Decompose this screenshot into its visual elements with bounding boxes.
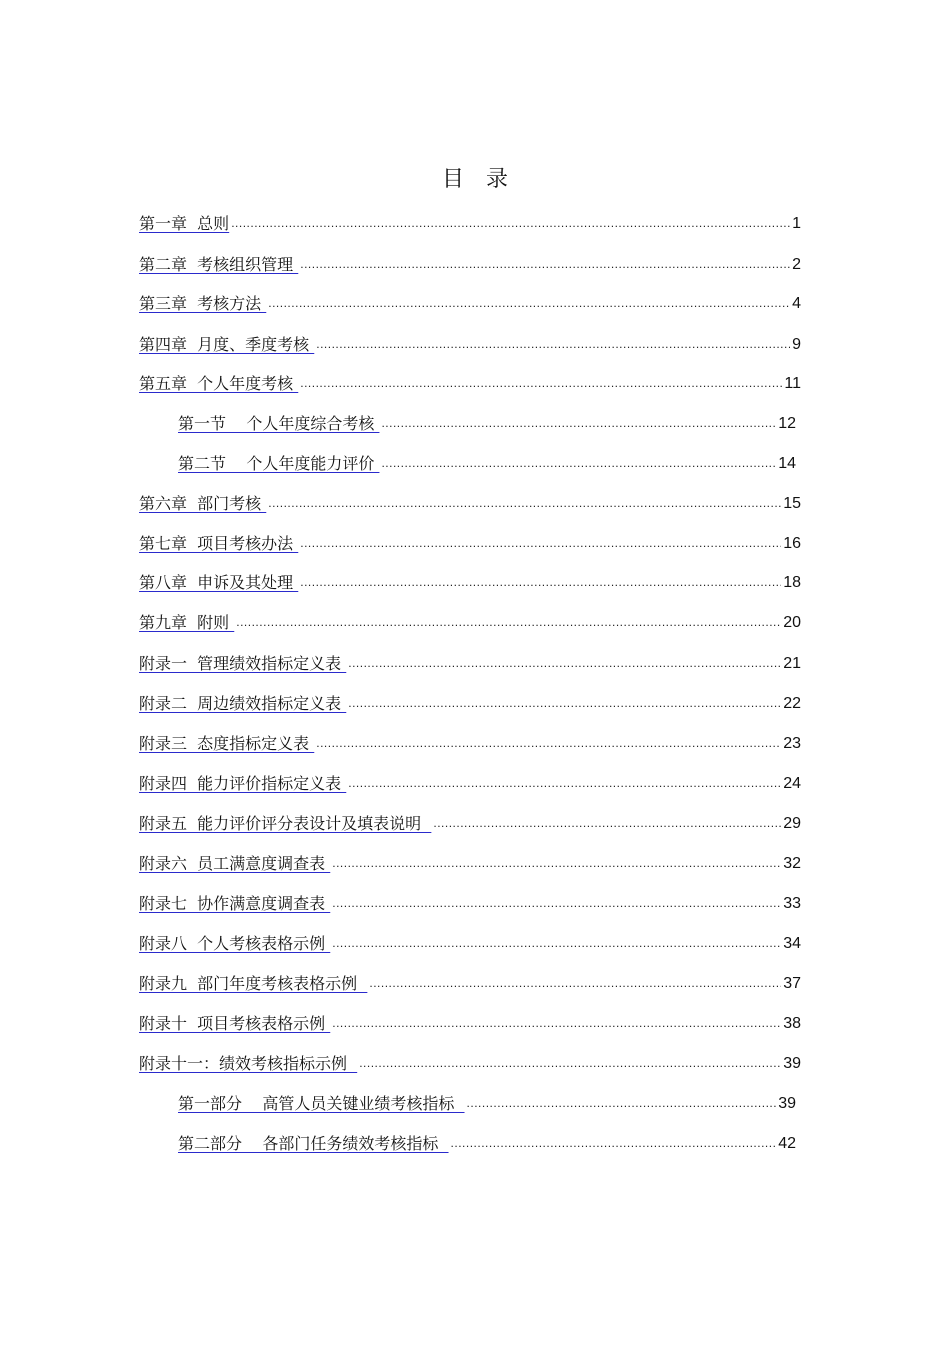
toc-entry-label[interactable]: 附录五 能力评价评分表设计及填表说明 <box>139 814 432 833</box>
toc-leader-dots <box>236 612 781 632</box>
toc-entry[interactable] <box>178 1088 796 1114</box>
toc-entry[interactable] <box>139 1008 801 1034</box>
toc-entry-label[interactable]: 第七章 项目考核办法 <box>139 534 299 553</box>
toc-leader-dots <box>359 1053 781 1073</box>
toc-leader-dots <box>316 733 781 753</box>
toc-leader-dots <box>268 293 790 313</box>
toc-entry-page: 18 <box>783 574 801 591</box>
toc-entry-label[interactable]: 附录九 部门年度考核表格示例 <box>139 974 368 993</box>
toc-leader-dots <box>381 413 776 433</box>
toc-entry-page: 38 <box>783 1015 801 1032</box>
toc-entry[interactable] <box>178 448 796 474</box>
toc-leader-dots <box>381 453 776 473</box>
toc-entry-page: 42 <box>778 1135 796 1152</box>
toc-entry[interactable] <box>139 848 801 874</box>
toc-leader-dots <box>348 773 781 793</box>
page-title: 目 录 <box>441 167 508 192</box>
toc-entry[interactable] <box>139 728 801 754</box>
toc-entry[interactable] <box>139 249 801 275</box>
toc-entry[interactable] <box>139 648 801 674</box>
toc-leader-dots <box>332 853 781 873</box>
toc-entry-label[interactable]: 第二章 考核组织管理 <box>139 255 299 274</box>
toc-entry-label[interactable]: 第一节 个人年度综合考核 <box>178 414 380 433</box>
toc-entry-label[interactable]: 第六章 部门考核 <box>139 494 267 513</box>
toc-leader-dots <box>300 254 790 274</box>
toc-entry[interactable] <box>139 1048 801 1074</box>
toc-entry-label[interactable]: 第八章 申诉及其处理 <box>139 573 299 592</box>
toc-entry-page: 4 <box>792 295 801 312</box>
toc-entry-label[interactable]: 附录三 态度指标定义表 <box>139 734 315 753</box>
toc-leader-dots <box>300 533 781 553</box>
toc-leader-dots <box>300 373 782 393</box>
toc-entry-page: 15 <box>783 495 801 512</box>
toc-entry-page: 37 <box>783 975 801 992</box>
toc-entry-page: 33 <box>783 895 801 912</box>
toc-entry-page: 16 <box>783 535 801 552</box>
toc-entry[interactable] <box>139 768 801 794</box>
toc-entry[interactable] <box>139 688 801 714</box>
toc-entry-page: 23 <box>783 735 801 752</box>
toc-entry[interactable] <box>139 368 801 394</box>
toc-entry[interactable] <box>139 968 801 994</box>
toc-entry[interactable] <box>139 808 801 834</box>
toc-entry-label[interactable]: 第五章 个人年度考核 <box>139 374 299 393</box>
toc-entry-label[interactable]: 第一章 总则 <box>139 214 230 233</box>
toc-entry-page: 39 <box>778 1095 796 1112</box>
toc-entry-page: 34 <box>783 935 801 952</box>
toc-entry-label[interactable]: 第二节 个人年度能力评价 <box>178 454 380 473</box>
toc-entry[interactable] <box>178 1128 796 1154</box>
toc-entry[interactable] <box>139 488 801 514</box>
toc-entry-label[interactable]: 附录六 员工满意度调查表 <box>139 854 331 873</box>
toc-entry[interactable] <box>139 288 801 314</box>
toc-entry-label[interactable]: 第二部分 各部门任务绩效考核指标 <box>178 1134 449 1153</box>
toc-entry-label[interactable]: 附录十 项目考核表格示例 <box>139 1014 331 1033</box>
toc-entry-label[interactable]: 第四章 月度、季度考核 <box>139 335 315 354</box>
toc-leader-dots <box>300 572 781 592</box>
toc-entry-page: 21 <box>783 655 801 672</box>
toc-leader-dots <box>268 493 781 513</box>
toc-entry-label[interactable]: 附录十一：绩效考核指标示例 <box>139 1054 358 1073</box>
toc-entry[interactable] <box>139 888 801 914</box>
toc-leader-dots <box>231 213 790 233</box>
toc-leader-dots <box>451 1133 777 1153</box>
toc-entry-label[interactable]: 附录四 能力评价指标定义表 <box>139 774 347 793</box>
toc-leader-dots <box>348 653 781 673</box>
toc-entry-label[interactable]: 附录一 管理绩效指标定义表 <box>139 654 347 673</box>
toc-leader-dots <box>332 893 781 913</box>
toc-leader-dots <box>369 973 781 993</box>
toc-entry[interactable] <box>139 607 801 633</box>
toc-entry-label[interactable]: 附录八 个人考核表格示例 <box>139 934 331 953</box>
toc-entry[interactable] <box>139 208 801 234</box>
toc-entry-page: 12 <box>778 415 796 432</box>
toc-entry-page: 1 <box>792 215 801 232</box>
toc-leader-dots <box>467 1093 777 1113</box>
toc-entry-page: 9 <box>792 336 801 353</box>
toc-entry-label[interactable]: 附录二 周边绩效指标定义表 <box>139 694 347 713</box>
toc-entry-label[interactable]: 附录七 协作满意度调查表 <box>139 894 331 913</box>
toc-entry[interactable] <box>178 408 796 434</box>
toc-entry-label[interactable]: 第九章 附则 <box>139 613 235 632</box>
toc-entry-page: 39 <box>783 1055 801 1072</box>
toc-entry-label[interactable]: 第三章 考核方法 <box>139 294 267 313</box>
toc-leader-dots <box>332 1013 781 1033</box>
toc-entry-page: 24 <box>783 775 801 792</box>
toc-entry-page: 32 <box>783 855 801 872</box>
toc-entry-page: 20 <box>783 614 801 631</box>
toc-entry-page: 11 <box>784 375 801 392</box>
toc-leader-dots <box>433 813 781 833</box>
toc-leader-dots <box>348 693 781 713</box>
toc-entry[interactable] <box>139 567 801 593</box>
toc-leader-dots <box>332 933 781 953</box>
toc-entry[interactable] <box>139 928 801 954</box>
toc-entry-label[interactable]: 第一部分 高管人员关键业绩考核指标 <box>178 1094 465 1113</box>
toc-entry-page: 29 <box>783 815 801 832</box>
toc-entry-page: 22 <box>783 695 801 712</box>
toc-leader-dots <box>316 334 790 354</box>
toc-entry[interactable] <box>139 528 801 554</box>
toc-entry-page: 14 <box>778 455 796 472</box>
toc-entry[interactable] <box>139 329 801 355</box>
toc-entry-page: 2 <box>792 256 801 273</box>
